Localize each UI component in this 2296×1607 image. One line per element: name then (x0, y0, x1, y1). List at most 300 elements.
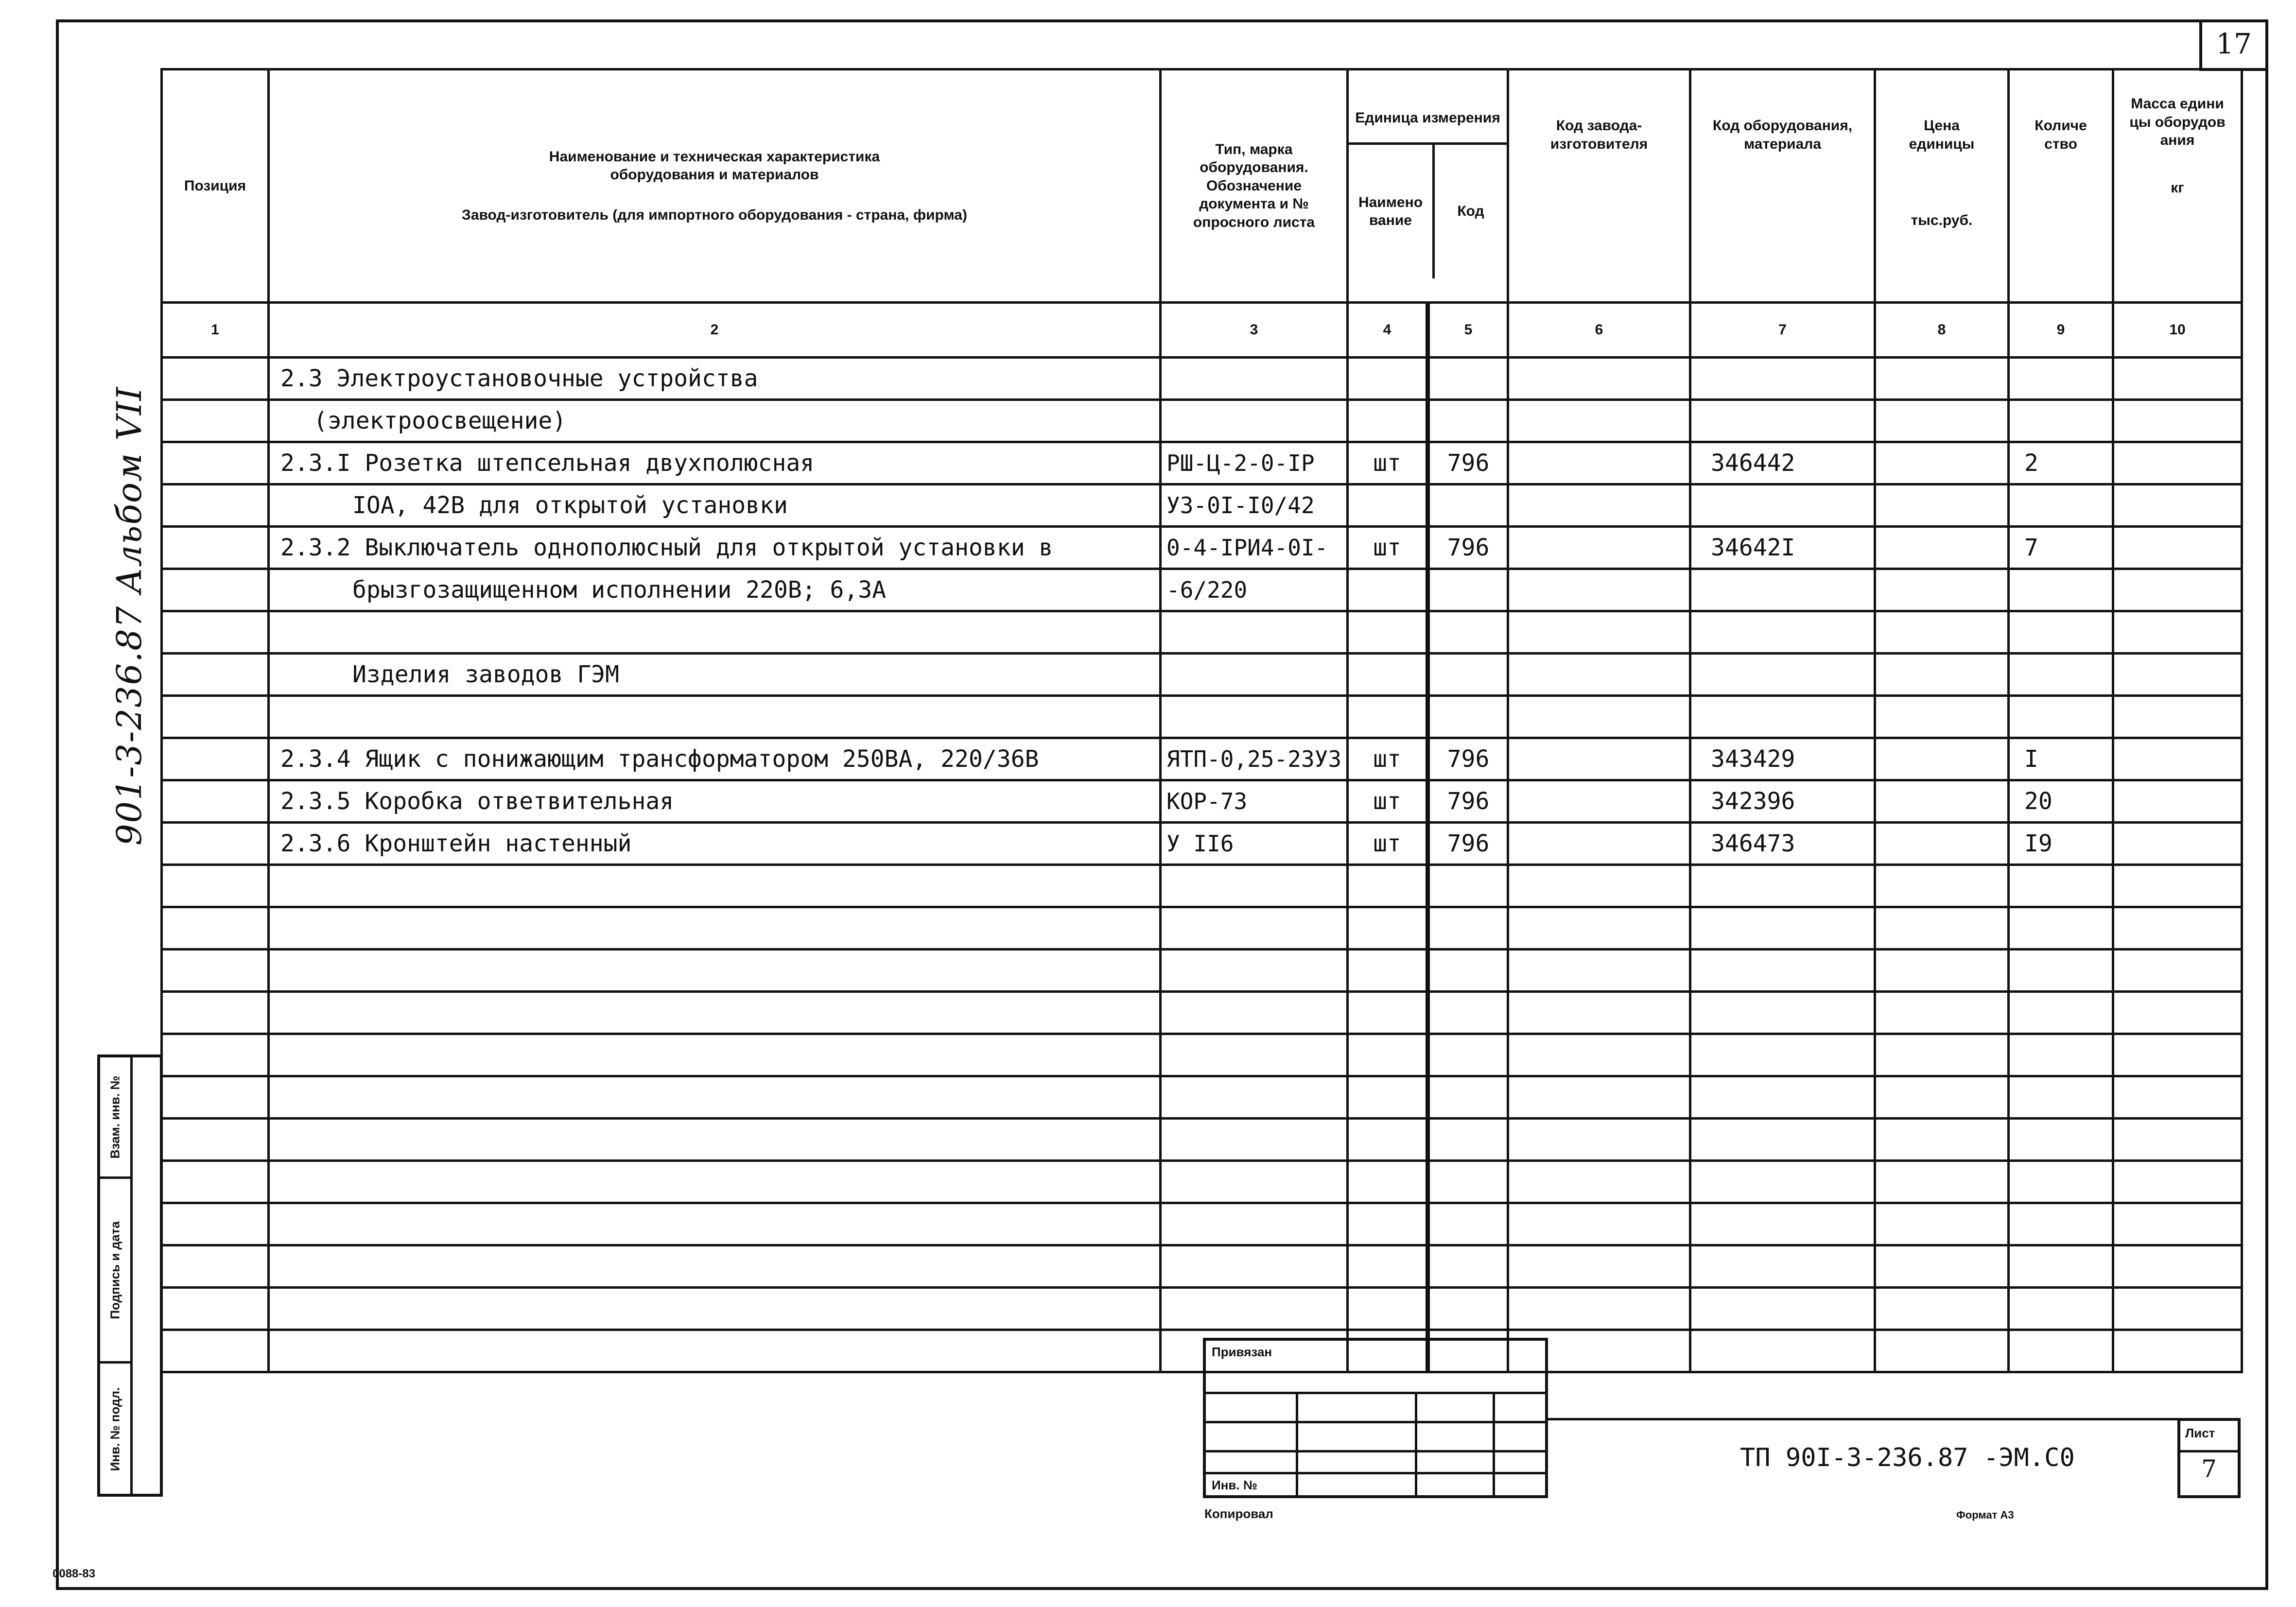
table-row (162, 611, 2242, 654)
cell-type (1161, 992, 1348, 1034)
header-price (1875, 69, 2009, 303)
cell-price (1875, 1034, 2009, 1076)
cell-type: -6/220 (1161, 569, 1348, 611)
cell-code (1428, 1034, 1508, 1076)
cell-pos (162, 907, 269, 950)
cell-name: 2.3 Электроустановочные устройства (269, 358, 1161, 400)
cell-mass (2113, 400, 2242, 442)
column-number-row (162, 303, 2242, 358)
cell-mat: 342396 (1690, 780, 1875, 823)
cell-pos (162, 950, 269, 992)
table-row (162, 950, 2242, 992)
document-number: ТП 90I-3-236.87 -ЭМ.С0 (1740, 1443, 2075, 1472)
cell-pos (162, 780, 269, 823)
cell-mass (2113, 358, 2242, 400)
cell-unit: шт (1348, 442, 1428, 484)
cell-qty (2009, 992, 2113, 1034)
cell-type (1161, 907, 1348, 950)
cell-code: 796 (1428, 780, 1508, 823)
specification-table (160, 68, 2243, 1373)
header-material-code: Код оборудования, материала (1690, 69, 1875, 303)
cell-mat (1690, 1288, 1875, 1330)
cell-qty (2009, 654, 2113, 696)
header-mass-label: Масса единицы оборудования (2129, 96, 2226, 148)
cell-pos (162, 1161, 269, 1203)
copied-label: Копировал (1204, 1506, 1273, 1521)
cell-mat (1690, 569, 1875, 611)
cell-mat (1690, 1076, 1875, 1119)
cell-unit (1348, 1119, 1428, 1161)
cell-qty: I (2009, 738, 2113, 780)
page-number: 17 (2199, 19, 2265, 71)
cell-mat (1690, 907, 1875, 950)
cell-qty (2009, 1076, 2113, 1119)
cell-mat: 343429 (1690, 738, 1875, 780)
cell-mass (2113, 442, 2242, 484)
table-row (162, 1034, 2242, 1076)
cell-factory (1508, 1288, 1690, 1330)
cell-name (269, 865, 1161, 907)
cell-mat (1690, 1245, 1875, 1288)
cell-mat (1690, 400, 1875, 442)
cell-name (269, 1245, 1161, 1288)
cell-qty (2009, 1161, 2113, 1203)
colnum-8: 8 (1875, 303, 2009, 358)
cell-mass (2113, 1119, 2242, 1161)
cell-unit (1348, 696, 1428, 738)
stamp-label-signature: Подпись и дата (107, 1221, 122, 1319)
cell-pos (162, 1330, 269, 1372)
cell-code (1428, 654, 1508, 696)
cell-name: 2.3.2 Выключатель однополюсный для открытой установки в (269, 527, 1161, 569)
cell-mass (2113, 484, 2242, 527)
cell-pos (162, 611, 269, 654)
table-row (162, 569, 2242, 611)
cell-qty (2009, 1119, 2113, 1161)
cell-unit (1348, 358, 1428, 400)
cell-qty: 20 (2009, 780, 2113, 823)
cell-factory (1508, 442, 1690, 484)
cell-factory (1508, 1203, 1690, 1245)
cell-unit (1348, 400, 1428, 442)
header-name-line1: Наименование и техническая характеристика (549, 148, 880, 165)
cell-pos (162, 358, 269, 400)
cell-name: 2.3.6 Кронштейн настенный (269, 823, 1161, 865)
cell-mass (2113, 1161, 2242, 1203)
header-unit-title: Единица измерения (1349, 94, 1507, 145)
cell-code: 796 (1428, 823, 1508, 865)
cell-mat (1690, 1330, 1875, 1372)
stamp-label-vzam: Взам. инв. № (107, 1075, 122, 1158)
cell-name (269, 696, 1161, 738)
cell-unit (1348, 1034, 1428, 1076)
header-row (162, 69, 2242, 303)
cell-pos (162, 654, 269, 696)
cell-price (1875, 569, 2009, 611)
cell-factory (1508, 400, 1690, 442)
cell-code: 796 (1428, 527, 1508, 569)
header-type: Тип, марка оборудования. Обозначение документа и № опросного листа (1161, 69, 1348, 303)
table-row (162, 1288, 2242, 1330)
cell-code (1428, 1245, 1508, 1288)
cell-mass (2113, 738, 2242, 780)
cell-pos (162, 442, 269, 484)
cell-price (1875, 527, 2009, 569)
cell-mass (2113, 1288, 2242, 1330)
cell-type: 0-4-IPИ4-0I- (1161, 527, 1348, 569)
cell-mass (2113, 569, 2242, 611)
cell-pos (162, 1288, 269, 1330)
cell-pos (162, 696, 269, 738)
cell-mass (2113, 654, 2242, 696)
cell-name: Изделия заводов ГЭМ (269, 654, 1161, 696)
cell-code (1428, 1076, 1508, 1119)
table-row (162, 358, 2242, 400)
cell-type (1161, 696, 1348, 738)
cell-mat (1690, 1119, 1875, 1161)
cell-mat (1690, 950, 1875, 992)
cell-code (1428, 1203, 1508, 1245)
cell-pos (162, 1034, 269, 1076)
cell-unit (1348, 992, 1428, 1034)
cell-pos (162, 865, 269, 907)
cell-factory (1508, 696, 1690, 738)
cell-mass (2113, 696, 2242, 738)
cell-name (269, 992, 1161, 1034)
cell-name (269, 950, 1161, 992)
cell-code: 796 (1428, 738, 1508, 780)
cell-factory (1508, 527, 1690, 569)
format-label: Формат А3 (1956, 1509, 2014, 1521)
cell-qty (2009, 611, 2113, 654)
cell-code (1428, 400, 1508, 442)
cell-pos (162, 1119, 269, 1161)
cell-price (1875, 484, 2009, 527)
cell-price (1875, 1076, 2009, 1119)
cell-mass (2113, 1330, 2242, 1372)
cell-factory (1508, 358, 1690, 400)
cell-qty (2009, 696, 2113, 738)
cell-name: (электроосвещение) (269, 400, 1161, 442)
table-row (162, 1203, 2242, 1245)
colnum-10: 10 (2113, 303, 2242, 358)
cell-name (269, 1330, 1161, 1372)
cell-mat (1690, 611, 1875, 654)
table-row (162, 1119, 2242, 1161)
cell-type: КОР-73 (1161, 780, 1348, 823)
table-row (162, 823, 2242, 865)
header-unit-code: Код (1457, 203, 1484, 220)
table-row (162, 527, 2242, 569)
cell-pos (162, 1245, 269, 1288)
cell-type (1161, 865, 1348, 907)
side-stamp (97, 1054, 163, 1497)
cell-qty (2009, 569, 2113, 611)
cell-unit (1348, 1161, 1428, 1203)
header-factory-code: Код завода-изготовителя (1508, 69, 1690, 303)
cell-type (1161, 1161, 1348, 1203)
cell-unit: шт (1348, 780, 1428, 823)
cell-name (269, 1203, 1161, 1245)
title-block-attach (1203, 1338, 1548, 1498)
cell-pos (162, 823, 269, 865)
cell-pos (162, 400, 269, 442)
cell-code (1428, 358, 1508, 400)
cell-type (1161, 1245, 1348, 1288)
cell-type (1161, 1288, 1348, 1330)
cell-price (1875, 1330, 2009, 1372)
cell-name: 2.3.I Розетка штепсельная двухполюсная (269, 442, 1161, 484)
cell-name (269, 1119, 1161, 1161)
cell-mass (2113, 1203, 2242, 1245)
cell-qty (2009, 400, 2113, 442)
title-block-line (1548, 1418, 2241, 1420)
cell-qty: 2 (2009, 442, 2113, 484)
cell-price (1875, 358, 2009, 400)
cell-mass (2113, 780, 2242, 823)
cell-factory (1508, 738, 1690, 780)
cell-type: РШ-Ц-2-0-IP (1161, 442, 1348, 484)
cell-mat (1690, 992, 1875, 1034)
cell-type (1161, 1203, 1348, 1245)
cell-type: У II6 (1161, 823, 1348, 865)
cell-mat (1690, 1203, 1875, 1245)
cell-qty (2009, 358, 2113, 400)
cell-pos (162, 527, 269, 569)
cell-type (1161, 1034, 1348, 1076)
attached-label: Привязан (1212, 1345, 1272, 1359)
table-row (162, 484, 2242, 527)
cell-pos (162, 1203, 269, 1245)
cell-factory (1508, 1119, 1690, 1161)
cell-code (1428, 1288, 1508, 1330)
colnum-1: 1 (162, 303, 269, 358)
cell-factory (1508, 907, 1690, 950)
cell-mass (2113, 1034, 2242, 1076)
cell-unit (1348, 1245, 1428, 1288)
cell-price (1875, 1161, 2009, 1203)
cell-mass (2113, 992, 2242, 1034)
table-row (162, 992, 2242, 1034)
header-price-label: Цена единицы (1909, 118, 1975, 152)
cell-qty: 7 (2009, 527, 2113, 569)
cell-factory (1508, 1245, 1690, 1288)
cell-qty (2009, 907, 2113, 950)
cell-code (1428, 950, 1508, 992)
header-quantity: Количество (2009, 69, 2113, 303)
cell-code (1428, 611, 1508, 654)
cell-name (269, 907, 1161, 950)
cell-type (1161, 950, 1348, 992)
cell-name (269, 611, 1161, 654)
cell-mass (2113, 823, 2242, 865)
cell-mass (2113, 865, 2242, 907)
cell-type (1161, 1076, 1348, 1119)
table-row (162, 654, 2242, 696)
cell-price (1875, 992, 2009, 1034)
cell-code (1428, 484, 1508, 527)
cell-type: УЗ-0I-I0/42 (1161, 484, 1348, 527)
cell-price (1875, 1203, 2009, 1245)
cell-name (269, 1076, 1161, 1119)
cell-unit (1348, 611, 1428, 654)
stamp-label-inv: Инв. № подл. (107, 1387, 122, 1471)
cell-code (1428, 865, 1508, 907)
cell-name: 2.3.4 Ящик с понижающим трансформатором 250ВА, 220/36В (269, 738, 1161, 780)
cell-mass (2113, 1076, 2242, 1119)
sheet-number: 7 (2201, 1455, 2217, 1483)
inv-no-label: Инв. № (1212, 1478, 1257, 1492)
cell-name: брызгозащищенном исполнении 220В; 6,3А (269, 569, 1161, 611)
table-row (162, 865, 2242, 907)
cell-qty (2009, 484, 2113, 527)
cell-price (1875, 400, 2009, 442)
stamp-cell-inv (100, 1364, 130, 1495)
cell-pos (162, 738, 269, 780)
cell-name: IOA, 42B для открытой установки (269, 484, 1161, 527)
cell-factory (1508, 1161, 1690, 1203)
cell-mat (1690, 696, 1875, 738)
cell-qty (2009, 865, 2113, 907)
cell-code (1428, 992, 1508, 1034)
header-unit-group (1348, 69, 1508, 303)
table-row (162, 400, 2242, 442)
cell-factory (1508, 611, 1690, 654)
cell-price (1875, 823, 2009, 865)
stamp-cell-signature (100, 1179, 130, 1364)
cell-mass (2113, 1245, 2242, 1288)
cell-factory (1508, 823, 1690, 865)
cell-pos (162, 1076, 269, 1119)
cell-mass (2113, 907, 2242, 950)
cell-mat (1690, 484, 1875, 527)
cell-price (1875, 738, 2009, 780)
cell-factory (1508, 992, 1690, 1034)
cell-price (1875, 865, 2009, 907)
cell-qty: I9 (2009, 823, 2113, 865)
cell-type (1161, 1119, 1348, 1161)
cell-name (269, 1288, 1161, 1330)
table-row (162, 907, 2242, 950)
cell-price (1875, 696, 2009, 738)
cell-code: 796 (1428, 442, 1508, 484)
cell-unit: шт (1348, 738, 1428, 780)
cell-mat: 34642I (1690, 527, 1875, 569)
cell-price (1875, 907, 2009, 950)
cell-code (1428, 1119, 1508, 1161)
cell-factory (1508, 569, 1690, 611)
colnum-6: 6 (1508, 303, 1690, 358)
cell-type (1161, 654, 1348, 696)
colnum-4: 4 (1348, 303, 1428, 358)
cell-factory (1508, 1076, 1690, 1119)
header-name-line2: оборудования и материалов (610, 167, 819, 183)
cell-price (1875, 611, 2009, 654)
cell-mat: 346442 (1690, 442, 1875, 484)
cell-mat (1690, 358, 1875, 400)
cell-name (269, 1161, 1161, 1203)
header-mass (2113, 69, 2242, 303)
cell-mass (2113, 527, 2242, 569)
cell-mat (1690, 865, 1875, 907)
cell-type (1161, 400, 1348, 442)
cell-unit (1348, 1203, 1428, 1245)
cell-pos (162, 484, 269, 527)
stamp-cell-vzam (100, 1057, 130, 1179)
table-row (162, 442, 2242, 484)
cell-qty (2009, 1288, 2113, 1330)
header-position: Позиция (162, 69, 269, 303)
cell-mass (2113, 611, 2242, 654)
cell-factory (1508, 865, 1690, 907)
cell-unit (1348, 654, 1428, 696)
cell-qty (2009, 1245, 2113, 1288)
cell-code (1428, 907, 1508, 950)
cell-mat: 346473 (1690, 823, 1875, 865)
colnum-3: 3 (1161, 303, 1348, 358)
colnum-5: 5 (1428, 303, 1508, 358)
header-price-unit: тыс.руб. (1911, 212, 1973, 228)
cell-code (1428, 1161, 1508, 1203)
cell-price (1875, 780, 2009, 823)
album-title: 901-3-236.87 Альбом VII (109, 386, 149, 846)
cell-pos (162, 569, 269, 611)
stamp-divider (130, 1057, 133, 1494)
table-row (162, 738, 2242, 780)
cell-qty (2009, 1203, 2113, 1245)
cell-mat (1690, 1161, 1875, 1203)
colnum-9: 9 (2009, 303, 2113, 358)
cell-factory (1508, 780, 1690, 823)
cell-type (1161, 358, 1348, 400)
cell-unit: шт (1348, 823, 1428, 865)
cell-name (269, 1034, 1161, 1076)
cell-mat (1690, 654, 1875, 696)
cell-code (1428, 696, 1508, 738)
cell-unit (1348, 569, 1428, 611)
cell-price (1875, 1288, 2009, 1330)
cell-type: ЯТП-0,25-23УЗ (1161, 738, 1348, 780)
cell-unit (1348, 907, 1428, 950)
cell-mass (2113, 950, 2242, 992)
cell-price (1875, 1245, 2009, 1288)
table-row (162, 1330, 2242, 1372)
table-row (162, 1245, 2242, 1288)
cell-code (1428, 569, 1508, 611)
cell-price (1875, 442, 2009, 484)
sheet-label: Лист (2185, 1426, 2215, 1440)
cell-price (1875, 1119, 2009, 1161)
table-row (162, 1076, 2242, 1119)
cell-unit (1348, 865, 1428, 907)
cell-unit (1348, 1288, 1428, 1330)
cell-unit (1348, 484, 1428, 527)
cell-name: 2.3.5 Коробка ответвительная (269, 780, 1161, 823)
header-mass-unit: кг (2171, 179, 2184, 196)
cell-factory (1508, 654, 1690, 696)
cell-unit (1348, 1076, 1428, 1119)
cell-factory (1508, 1034, 1690, 1076)
cell-qty (2009, 950, 2113, 992)
corner-code: 0088-83 (52, 1567, 96, 1580)
cell-unit (1348, 950, 1428, 992)
sheet-box (2177, 1418, 2241, 1498)
header-unit-name: Наименование (1349, 145, 1435, 278)
table-row (162, 780, 2242, 823)
table-row (162, 696, 2242, 738)
header-name-line3: Завод-изготовитель (для импортного оборудования - страна, фирма) (462, 207, 967, 223)
cell-price (1875, 654, 2009, 696)
